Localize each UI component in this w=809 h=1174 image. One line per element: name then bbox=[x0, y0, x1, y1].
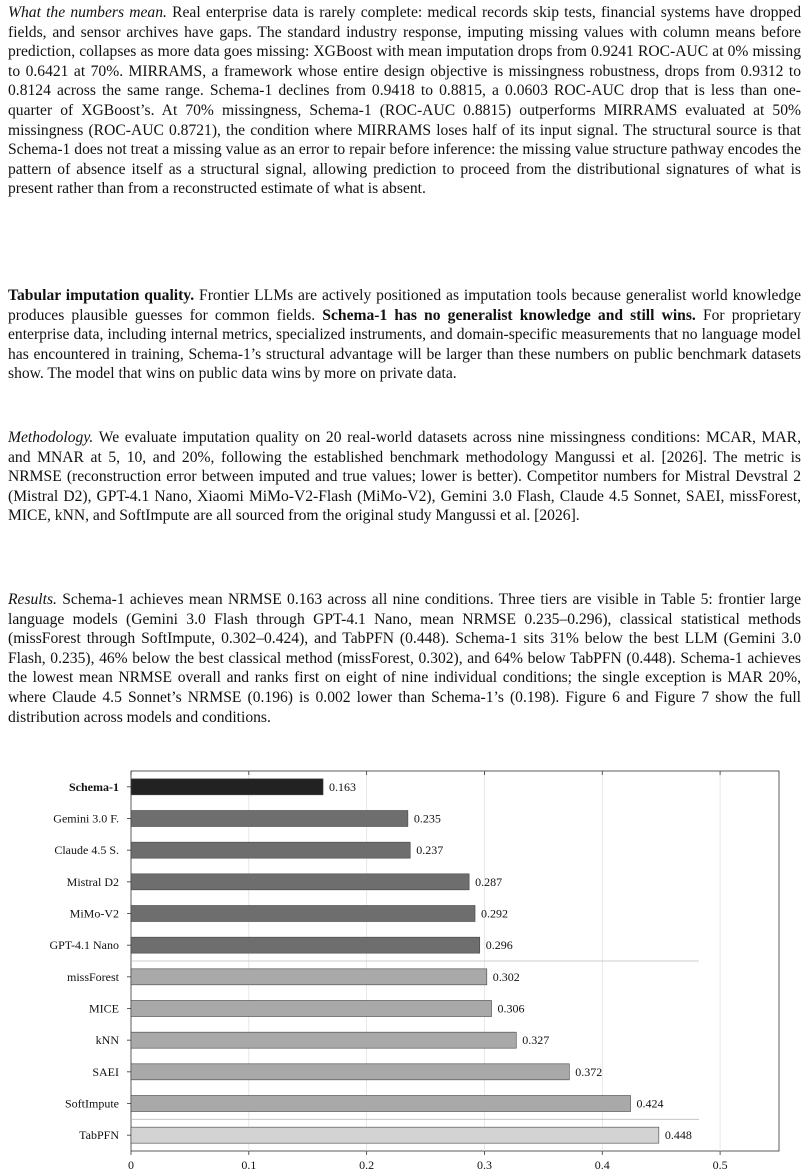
paragraph-imputation bbox=[8, 286, 801, 384]
paragraph-body: For proprietary enterprise data, including internal metrics, specialized instruments, and domain-specific measurements that no language model has encountered in training, Schema-1’s structural advantage will be larger than these numbers on public benchmark datasets show. The model that wins on public data wins by more on private data. bbox=[8, 306, 802, 383]
x-tick-label: 0.4 bbox=[594, 1158, 610, 1169]
paragraph-lead: Methodology. bbox=[8, 429, 94, 446]
bar bbox=[131, 779, 323, 795]
category-label: SAEI bbox=[92, 1064, 119, 1079]
category-label: missForest bbox=[66, 969, 119, 984]
category-label: Claude 4.5 S. bbox=[54, 843, 119, 858]
paragraph-lead: What the numbers mean. bbox=[8, 4, 167, 21]
value-label: 0.296 bbox=[485, 938, 513, 953]
category-label: Gemini 3.0 F. bbox=[53, 811, 119, 826]
bar bbox=[131, 874, 469, 890]
paragraph-results bbox=[8, 590, 801, 727]
paragraph-body: Real enterprise data is rarely complete: medical records skip tests, financial systems have dropped fields, and sensor archives have gaps. The standard industry response, imputing missing values with column means before prediction, collapses as more data goes missing: XGBoost with mean imputation drops from 0.9241 ROC-AUC at 0% missing to 0.6421 at 70%. MIRRAMS, a framework whose entire design objective is missingness robustness, drops from 0.9312 to 0.8124 across the same range. Schema-1 declines from 0.9418 to 0.8815, a 0.0603 ROC-AUC drop that is less than one-quarter of XGBoost’s. At 70% missingness, Schema-1 (ROC-AUC 0.8815) outperforms MIRRAMS evaluated at 50% missingness (ROC-AUC 0.8721), the condition where MIRRAMS loses half of its input signal. The structural source is that Schema-1 does not treat a missing value as an error to repair before inference: the missing value structure pathway encodes the pattern of absence itself as a structural signal, allowing prediction to proceed from the distributional signatures of what is present rather than from a reconstructed estimate of what is absent. bbox=[8, 4, 801, 198]
value-label: 0.448 bbox=[664, 1128, 692, 1143]
value-label: 0.287 bbox=[475, 874, 503, 889]
value-label: 0.235 bbox=[413, 811, 441, 826]
value-label: 0.163 bbox=[329, 779, 357, 794]
category-label: Mistral D2 bbox=[66, 874, 119, 889]
bar bbox=[131, 906, 475, 922]
bar bbox=[131, 842, 410, 858]
bar bbox=[131, 811, 408, 827]
category-label: kNN bbox=[95, 1033, 119, 1048]
x-tick-label: 0.3 bbox=[476, 1158, 492, 1169]
value-label: 0.372 bbox=[575, 1064, 603, 1079]
bar bbox=[131, 1096, 631, 1112]
bar bbox=[131, 969, 487, 985]
value-label: 0.302 bbox=[492, 969, 520, 984]
value-label: 0.237 bbox=[416, 843, 444, 858]
paragraph-body: Schema-1 achieves mean NRMSE 0.163 across all nine conditions. Three tiers are visible in Table 5: frontier large language models (Gemini 3.0 Flash through GPT-4.1 Nano, mean NRMSE 0.235–0.296), classical statistical methods (missForest through SoftImpute, 0.302–0.424), and TabPFN (0.448). Schema-1 sits 31% below the best LLM (Gemini 3.0 Flash, 0.235), 46% below the best classical method (missForest, 0.302), and 64% below TabPFN (0.448). Schema-1 achieves the lowest mean NRMSE overall and ranks first on eight of nine individual conditions; the single exception is MAR 20%, where Claude 4.5 Sonnet’s NRMSE (0.196) is 0.002 lower than Schema-1’s (0.198). Figure 6 and Figure 7 show the full distribution across models and conditions. bbox=[8, 591, 801, 726]
category-label: TabPFN bbox=[79, 1128, 119, 1143]
bar bbox=[131, 937, 480, 953]
paragraph-lead: Tabular imputation quality. bbox=[8, 287, 195, 304]
category-label: MICE bbox=[89, 1001, 119, 1016]
category-label: GPT-4.1 Nano bbox=[49, 938, 119, 953]
x-tick-label: 0 bbox=[128, 1158, 134, 1169]
paragraph-lead: Results. bbox=[8, 591, 57, 608]
value-label: 0.306 bbox=[497, 1001, 525, 1016]
category-label: SoftImpute bbox=[65, 1096, 119, 1111]
bar bbox=[131, 1064, 569, 1080]
value-label: 0.327 bbox=[522, 1033, 550, 1048]
nrmse-bar-chart bbox=[0, 768, 809, 1169]
bar bbox=[131, 1032, 516, 1048]
paragraph-body: We evaluate imputation quality on 20 real-world datasets across nine missingness conditions: MCAR, MAR, and MNAR at 5, 10, and 20%, following the established benchmark methodology Mangussi et al. [2026]. The metric is NRMSE (reconstruction error between imputed and true values; lower is better). Competitor numbers for Mistral Devstral 2 (Mistral D2), GPT-4.1 Nano, Xiaomi MiMo-V2-Flash (MiMo-V2), Gemini 3.0 Flash, Claude 4.5 Sonnet, SAEI, missForest, MICE, kNN, and SoftImpute are all sourced from the original study Mangussi et al. [2026]. bbox=[8, 429, 801, 525]
x-tick-label: 0.5 bbox=[712, 1158, 728, 1169]
paragraph-methodology bbox=[8, 428, 801, 526]
x-tick-label: 0.1 bbox=[241, 1158, 257, 1169]
bar bbox=[131, 1001, 492, 1017]
value-label: 0.292 bbox=[481, 906, 509, 921]
paragraph-emphasis: Schema-1 has no generalist knowledge and still wins. bbox=[322, 306, 696, 324]
paragraph-numbers bbox=[8, 3, 801, 199]
category-label: MiMo-V2 bbox=[69, 906, 119, 921]
chart-svg bbox=[0, 768, 809, 1169]
x-tick-label: 0.2 bbox=[359, 1158, 375, 1169]
value-label: 0.424 bbox=[636, 1096, 664, 1111]
category-label: Schema-1 bbox=[69, 779, 119, 794]
bar bbox=[131, 1127, 659, 1143]
paragraph-body: Frontier LLMs are actively positioned as imputation tools because generalist world knowledge produces plausible guesses for common fields. bbox=[8, 287, 801, 324]
